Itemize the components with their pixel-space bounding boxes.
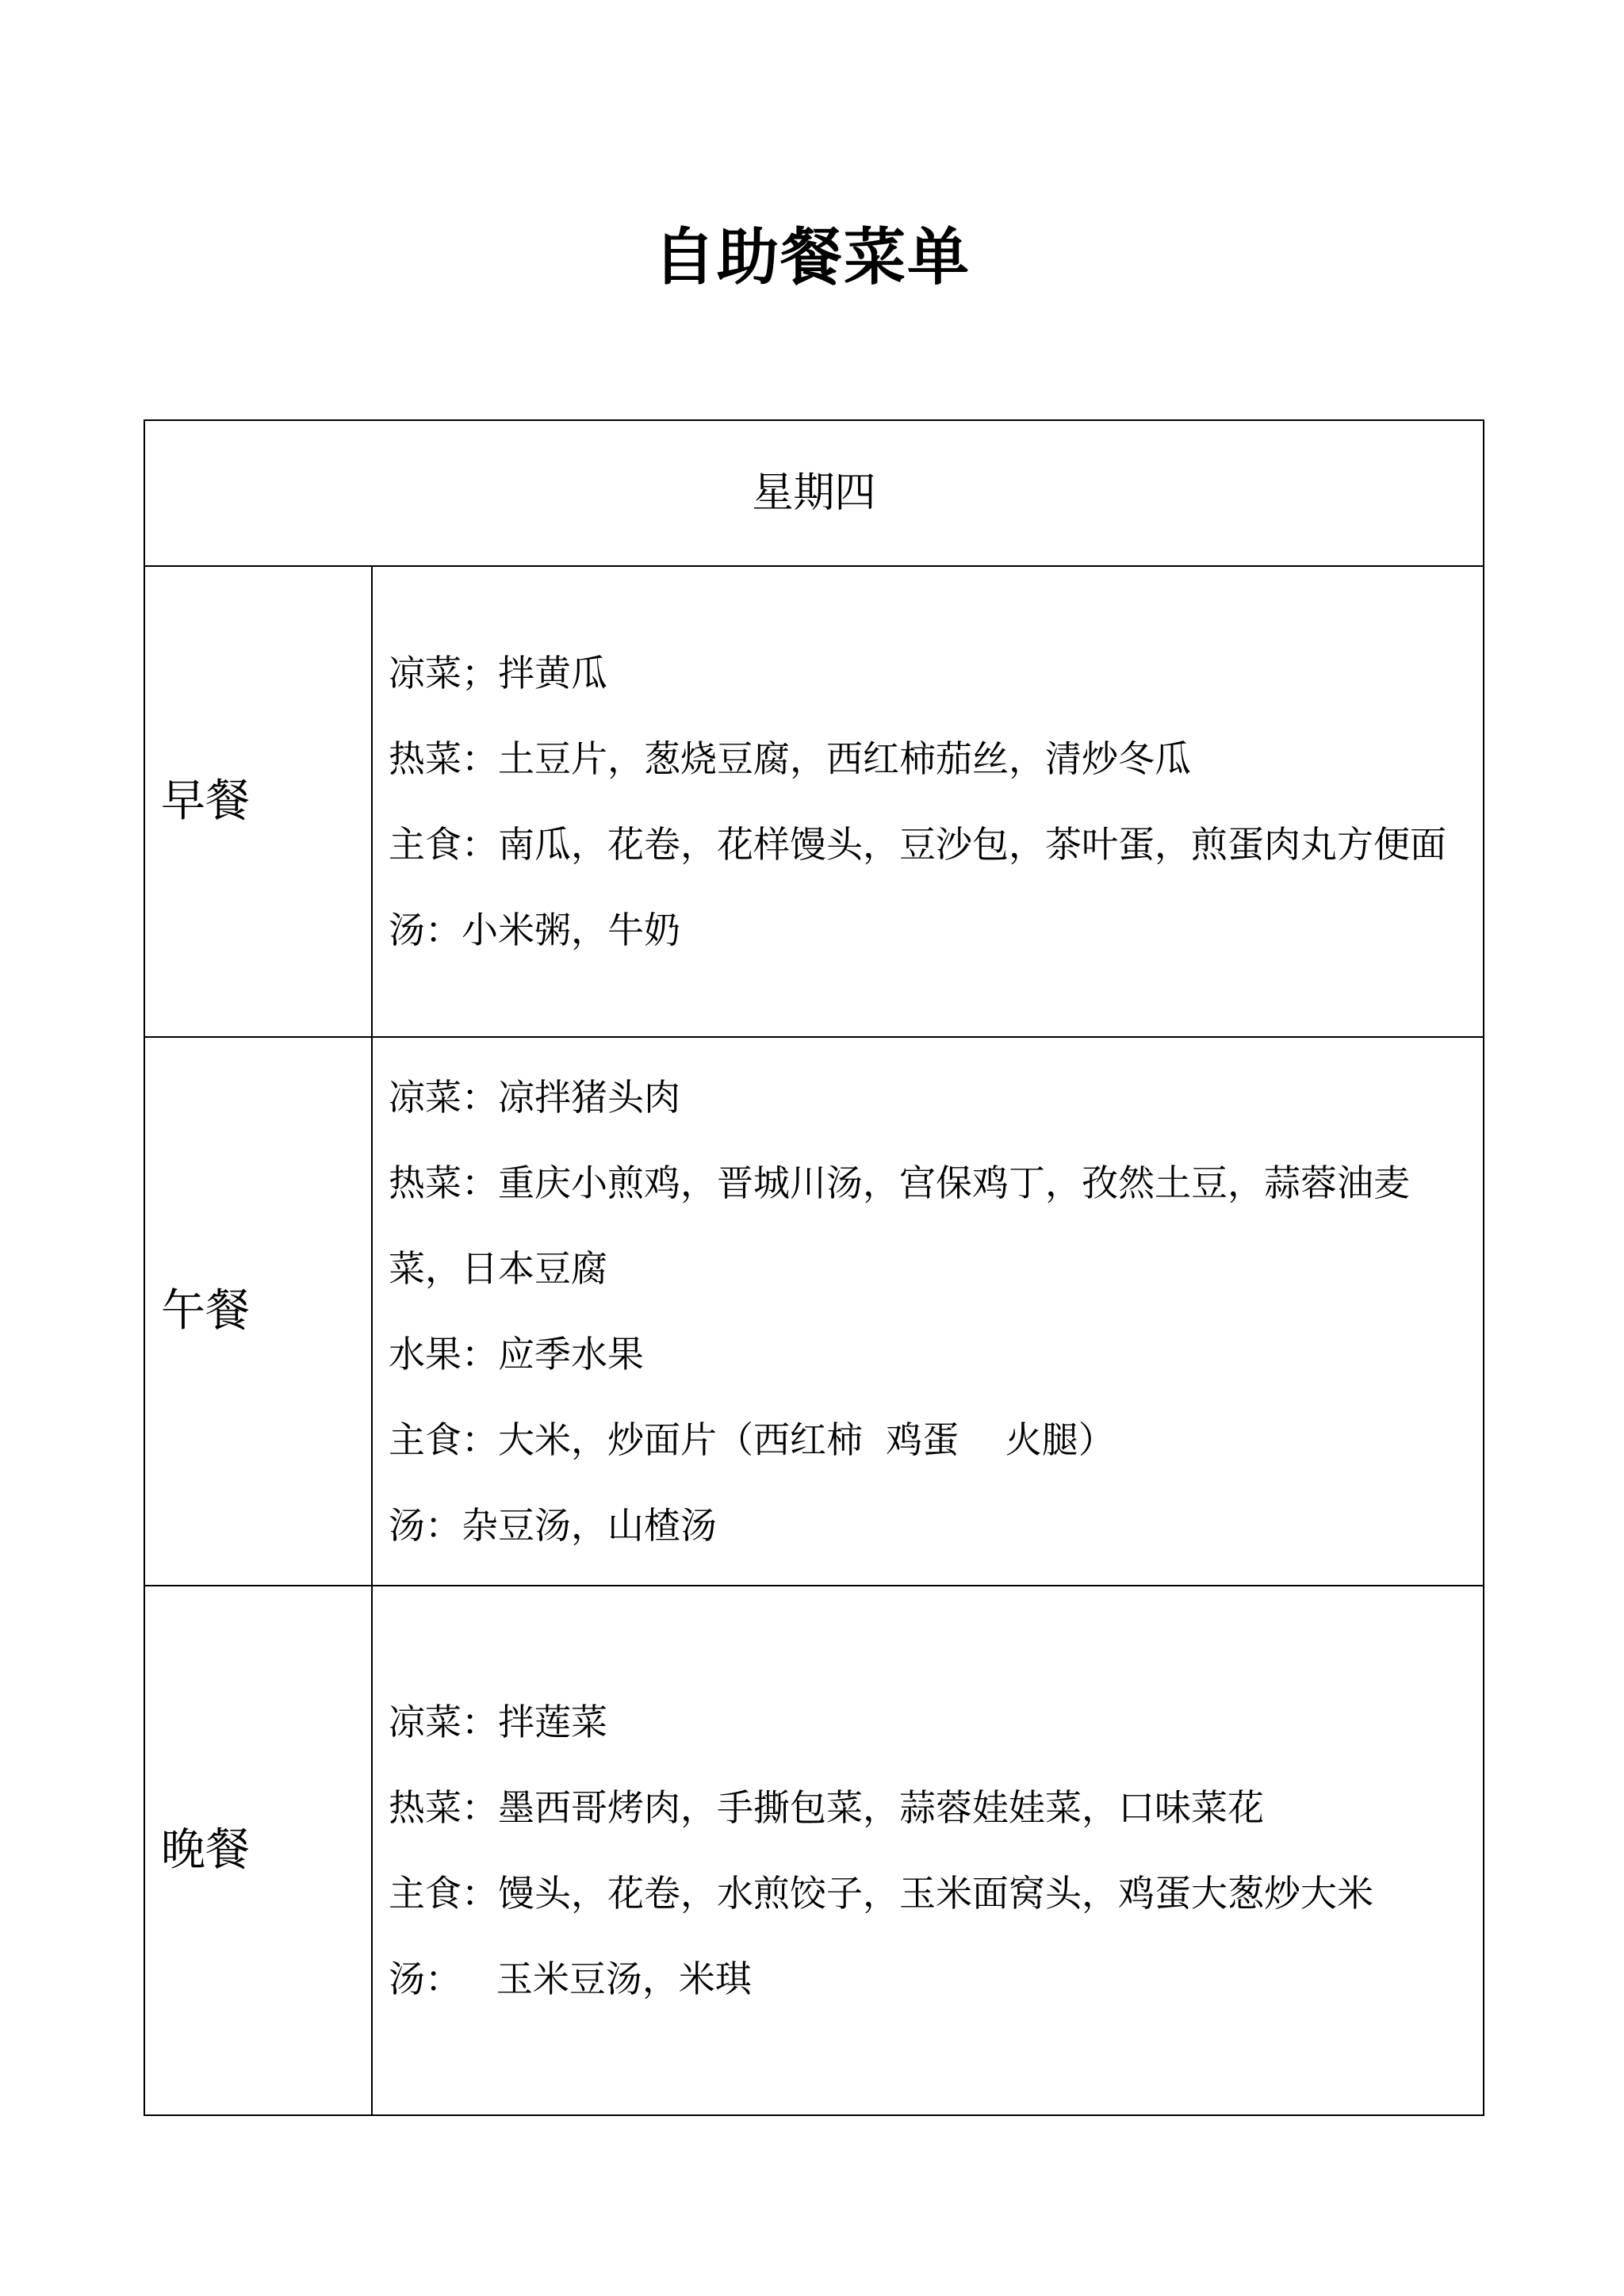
dish-line: 汤：小米粥，牛奶 [389,909,680,951]
dish-line: 凉菜；拌黄瓜 [389,652,607,695]
dish-line: 水果：应季水果 [389,1333,644,1376]
dish-line: 凉菜：凉拌猪头肉 [389,1076,680,1119]
dish-line: 热菜：土豆片，葱烧豆腐，西红柿茄丝，清炒冬瓜 [389,737,1191,780]
meal-name-breakfast: 早餐 [144,566,372,1037]
meal-name-dinner: 晚餐 [144,1586,372,2115]
meal-row-breakfast [144,566,1484,1037]
dinner-dish-block [389,1679,1467,2022]
meal-row-dinner [144,1586,1484,2115]
dish-line: 主食：馒头，花卷，水煎饺子，玉米面窝头，鸡蛋大葱炒大米 [389,1872,1373,1915]
dish-line: 热菜：墨西哥烤肉，手撕包菜，蒜蓉娃娃菜，口味菜花 [389,1786,1264,1829]
menu-table [144,419,1484,2116]
page-title: 自助餐菜单 [653,222,971,293]
dish-line: 热菜：重庆小煎鸡，晋城川汤，宫保鸡丁，孜然土豆，蒜蓉油麦菜，日本豆腐 [389,1161,1410,1290]
meal-name-lunch: 午餐 [144,1037,372,1586]
dish-line: 主食：大米，炒面片（西红柿 鸡蛋 火腿） [389,1418,1115,1461]
day-label: 星期四 [144,420,1484,566]
dish-line: 主食：南瓜，花卷，花样馒头，豆沙包，茶叶蛋，煎蛋肉丸方便面 [389,823,1446,866]
meal-dishes-breakfast [372,566,1484,1037]
meal-dishes-dinner [372,1586,1484,2115]
dish-line: 汤： 玉米豆汤，米琪 [389,1957,752,2000]
dish-line: 汤：杂豆汤，山楂汤 [389,1504,717,1547]
dish-line: 凉菜：拌莲菜 [389,1701,607,1743]
day-header-row [144,420,1484,566]
meal-row-lunch [144,1037,1484,1586]
meal-dishes-lunch [372,1037,1484,1586]
